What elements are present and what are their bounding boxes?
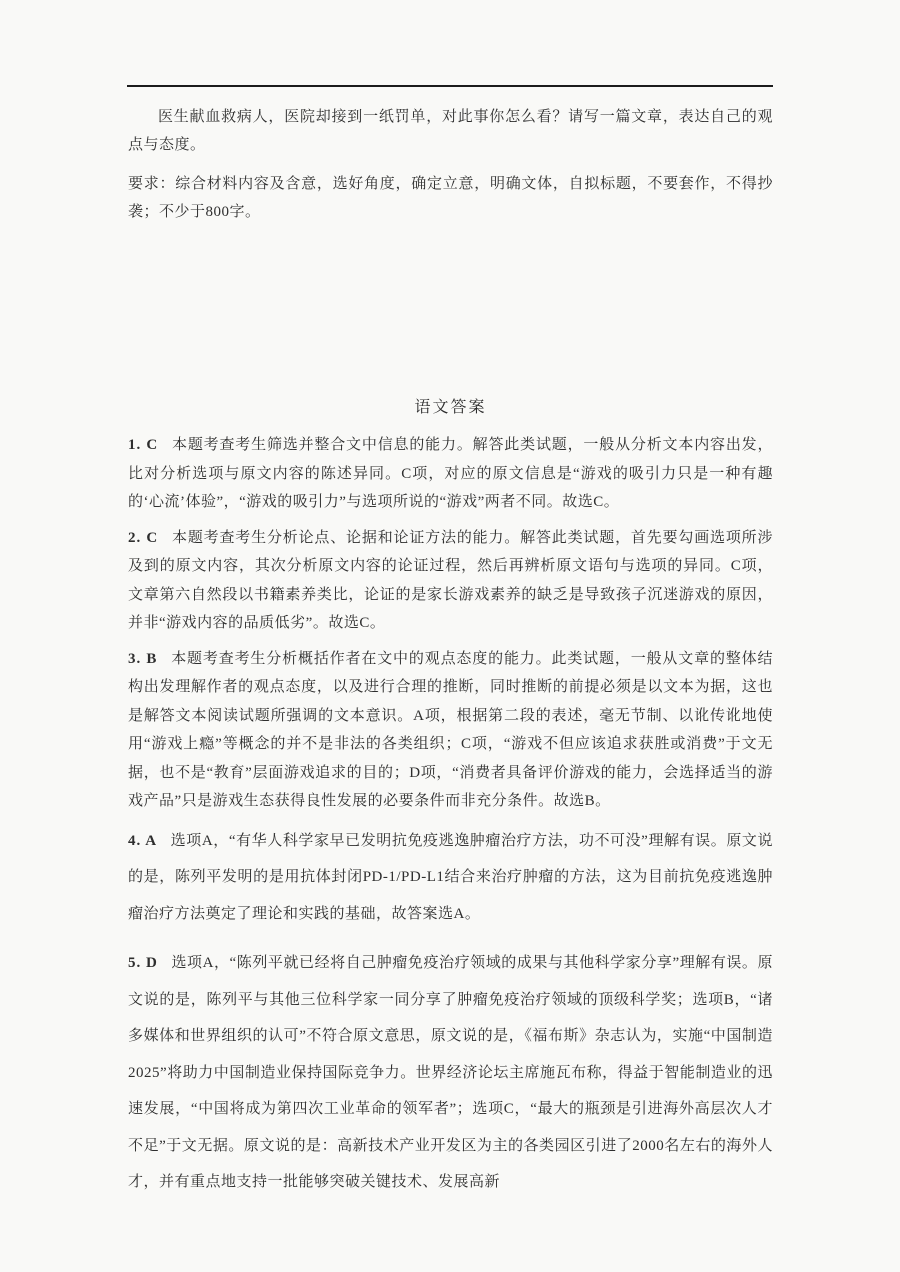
answer-item-5	[128, 945, 773, 1201]
answer-text-1: 本题考查考生筛选并整合文中信息的能力。解答此类试题，一般从分析文本内容出发，比对分析选项与原文内容的陈述异同。C项，对应的原文信息是“游戏的吸引力只是一种有趣的‘心流’体验”，“游戏的吸引力”与选项所说的“游戏”两者不同。故选C。	[128, 437, 773, 510]
answer-label-3: 3. B	[128, 650, 158, 667]
answer-item-4	[128, 823, 773, 933]
answers-section	[128, 431, 773, 1201]
answer-text-5: 选项A，“陈列平就已经将自己肿瘤免疫治疗领域的成果与其他科学家分享”理解有误。原文说的是，陈列平与其他三位科学家一同分享了肿瘤免疫治疗领域的顶级科学奖；选项B，“诸多媒体和世界组织的认可”不符合原文意思，原文说的是，《福布斯》杂志认为，实施“中国制造2025”将助力中国制造业保持国际竞争力。世界经济论坛主席施瓦布称，得益于智能制造业的迅速发展，“中国将成为第四次工业革命的领军者”；选项C，“最大的瓶颈是引进海外高层次人才不足”于文无据。原文说的是：高新技术产业开发区为主的各类园区引进了2000名左右的海外人才，并有重点地支持一批能够突破关键技术、发展高新	[128, 955, 773, 1190]
answer-text-2: 本题考查考生分析论点、论据和论证方法的能力。解答此类试题，首先要勾画选项所涉及到的原文内容，其次分析原文内容的论证过程，然后再辨析原文语句与选项的异同。C项，文章第六自然段以书籍素养类比，论证的是家长游戏素养的缺乏是导致孩子沉迷游戏的原因，并非“游戏内容的品质低劣”。故选C。	[128, 529, 773, 631]
answer-item-2	[128, 524, 773, 638]
answers-title: 语文答案	[414, 399, 487, 416]
essay-prompt-paragraph: 医生献血救病人，医院却接到一纸罚单，对此事你怎么看？请写一篇文章，表达自己的观点与态度。	[128, 109, 773, 153]
answer-item-1	[128, 431, 773, 517]
essay-requirements-paragraph: 要求：综合材料内容及含意，选好角度，确定立意，明确文体，自拟标题，不要套作，不得抄袭；不少于800字。	[128, 176, 773, 220]
answer-text-4: 选项A，“有华人科学家早已发明抗免疫逃逸肿瘤治疗方法，功不可没”理解有误。原文说的是，陈列平发明的是用抗体封闭PD-1/PD-L1结合来治疗肿瘤的方法，这为目前抗免疫逃逸肿瘤治疗方法奠定了理论和实践的基础，故答案选A。	[128, 832, 773, 922]
answer-text-3: 本题考查考生分析概括作者在文中的观点态度的能力。此类试题，一般从文章的整体结构出发理解作者的观点态度，以及进行合理的推断，同时推断的前提必须是以文本为据，这也是解答文本阅读试题所强调的文本意识。A项，根据第二段的表述，毫无节制、以讹传讹地使用“游戏上瘾”等概念的并不是非法的各类组织；C项，“游戏不但应该追求获胜或消费”于文无据，也不是“教育”层面游戏追求的目的；D项，“消费者具备评价游戏的能力，会选择适当的游戏产品”只是游戏生态获得良性发展的必要条件而非充分条件。故选B。	[128, 650, 773, 809]
answer-label-5: 5. D	[128, 955, 158, 971]
answer-label-4: 4. A	[128, 832, 158, 849]
answer-label-1: 1. C	[128, 437, 159, 453]
answer-label-2: 2. C	[128, 529, 159, 546]
header-rule	[127, 85, 773, 87]
answer-item-3	[128, 645, 773, 816]
